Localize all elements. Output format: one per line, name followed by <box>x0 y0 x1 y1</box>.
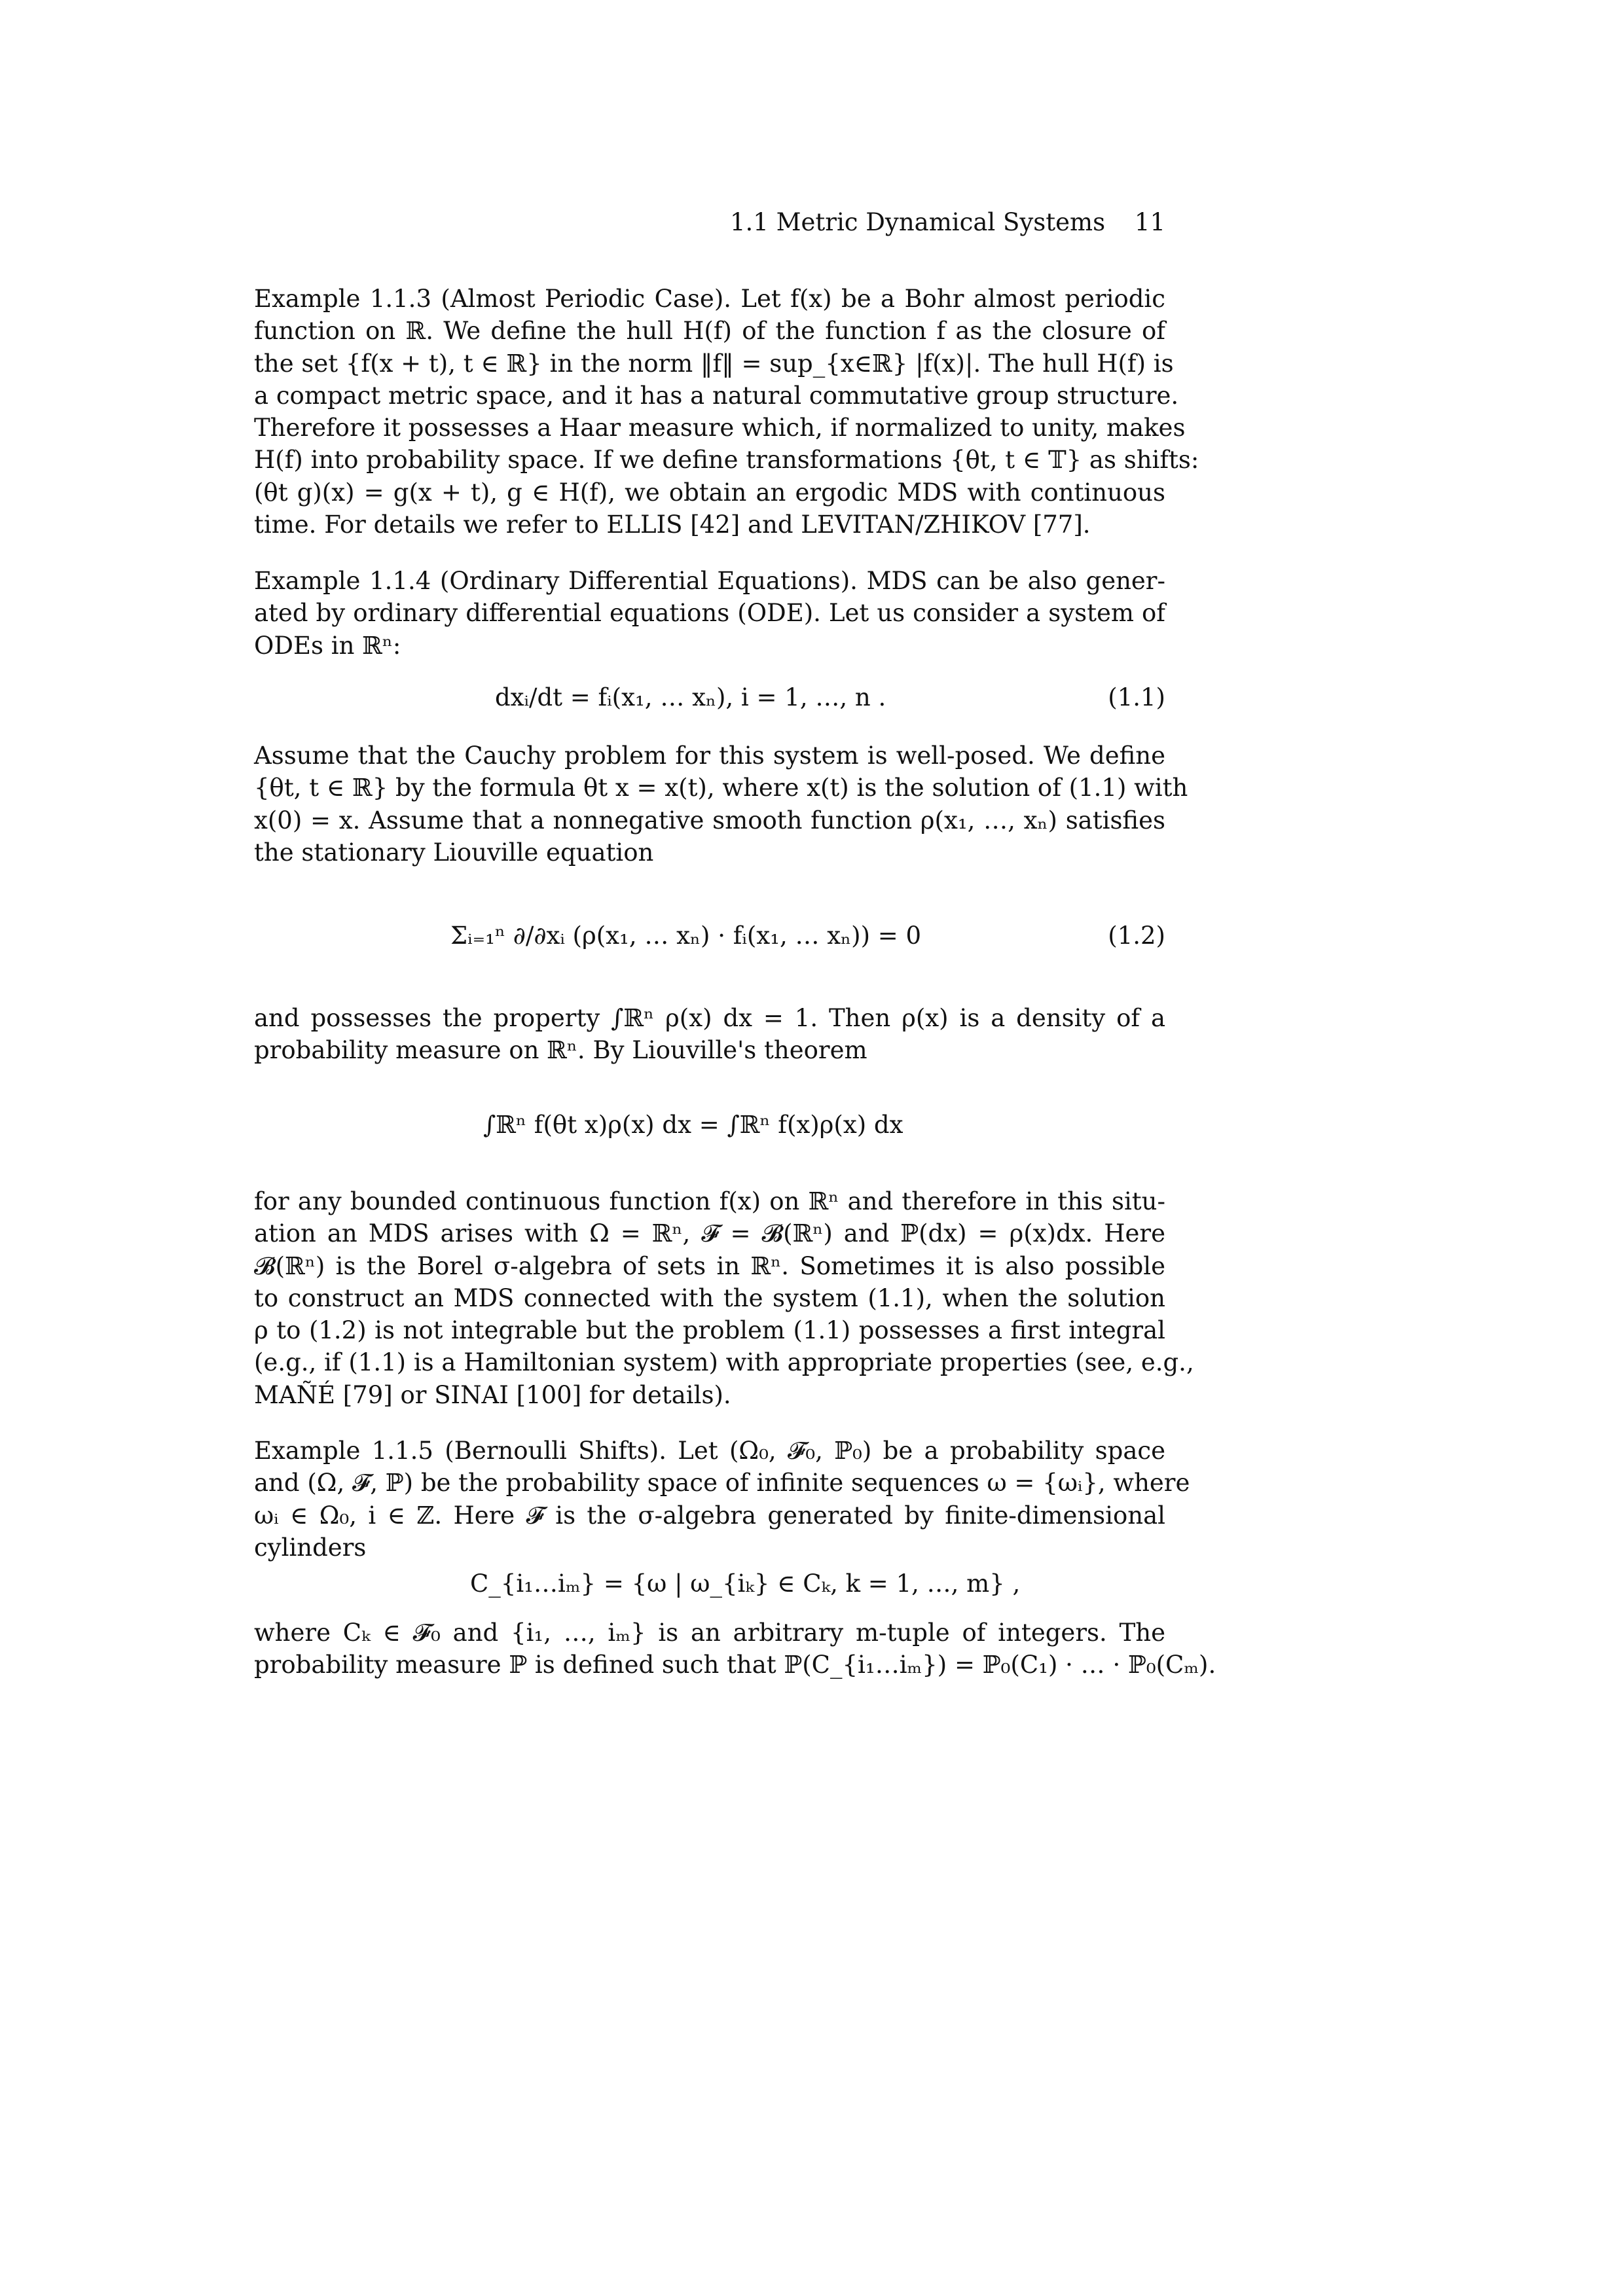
text-line: MAÑÉ [79] or SINAI [100] for details). <box>254 1380 731 1409</box>
equation-number: (1.2) <box>1108 922 1165 950</box>
text-line: to construct an MDS connected with the system (1.1), when the solution <box>254 1283 1165 1312</box>
text-line: Therefore it possesses a Haar measure which, if normalized to unity, makes <box>254 414 1186 442</box>
paragraph-property <box>254 1002 1165 1067</box>
equation-1-2 <box>254 897 1165 975</box>
text-line: Example 1.1.5 (Bernoulli Shifts). Let (Ω₀, 𝓕₀, ℙ₀) be a probability space <box>254 1437 1165 1465</box>
text-line: ated by ordinary differential equations (ODE). Let us consider a system of <box>254 599 1165 628</box>
text-line: function on ℝ. We define the hull H(f) of the function f as the closure of <box>254 317 1165 346</box>
paragraph-cauchy <box>254 740 1188 869</box>
equation-liouville-theorem <box>254 1090 1165 1162</box>
text-line: ation an MDS arises with Ω = ℝⁿ, 𝓕 = 𝓑(ℝⁿ) and ℙ(dx) = ρ(x)dx. Here <box>254 1219 1165 1248</box>
text-line: (θt g)(x) = g(x + t), g ∈ H(f), we obtain an ergodic MDS with continuous <box>254 478 1165 507</box>
equation-number: (1.1) <box>1108 683 1165 711</box>
equation-formula: dxᵢ/dt = fᵢ(x₁, … xₙ), i = 1, …, n . <box>495 683 886 711</box>
equation-formula: Σᵢ₌₁ⁿ ∂/∂xᵢ (ρ(x₁, … xₙ) · fᵢ(x₁, … xₙ)) = 0 <box>450 922 922 950</box>
example-1-1-3 <box>254 283 1199 541</box>
text-line: ODEs in ℝⁿ: <box>254 631 401 660</box>
text-line: and possesses the property ∫ℝⁿ ρ(x) dx = 1. Then ρ(x) is a density of a <box>254 1004 1165 1032</box>
example-1-1-5 <box>254 1435 1190 1564</box>
text-line: probability measure ℙ is defined such that ℙ(C_{i₁…iₘ}) = ℙ₀(C₁) · … · ℙ₀(Cₘ). <box>254 1651 1216 1679</box>
running-header <box>730 208 1165 241</box>
text-line: a compact metric space, and it has a natural commutative group structure. <box>254 381 1179 410</box>
text-line: Example 1.1.4 (Ordinary Differential Equations). MDS can be also gener- <box>254 567 1165 595</box>
paragraph-mds <box>254 1185 1194 1411</box>
text-line: cylinders <box>254 1533 367 1562</box>
text-line: the set {f(x + t), t ∈ ℝ} in the norm ‖f‖ = sup_{x∈ℝ} |f(x)|. The hull H(f) is <box>254 349 1174 378</box>
text-line: where Cₖ ∈ 𝓕₀ and {i₁, …, iₘ} is an arbitrary m-tuple of integers. The <box>254 1619 1165 1647</box>
page-number: 11 <box>1134 208 1165 236</box>
text-line: for any bounded continuous function f(x) on ℝⁿ and therefore in this situ- <box>254 1187 1165 1215</box>
text-line: x(0) = x. Assume that a nonnegative smooth function ρ(x₁, …, xₙ) satisfies <box>254 806 1165 834</box>
text-line: the stationary Liouville equation <box>254 838 654 867</box>
equation-formula: C_{i₁…iₘ} = {ω | ω_{iₖ} ∈ Cₖ, k = 1, …, m} , <box>470 1570 1021 1598</box>
text-line: Assume that the Cauchy problem for this system is well-posed. We define <box>254 742 1165 770</box>
running-header-title: 1.1 Metric Dynamical Systems <box>730 208 1106 236</box>
text-line: and (Ω, 𝓕, ℙ) be the probability space of infinite sequences ω = {ωᵢ}, where <box>254 1469 1190 1498</box>
example-1-1-4 <box>254 565 1165 662</box>
text-line: H(f) into probability space. If we define transformations {θt, t ∈ 𝕋} as shifts: <box>254 446 1199 475</box>
text-line: 𝓑(ℝⁿ) is the Borel σ-algebra of sets in ℝⁿ. Sometimes it is also possible <box>254 1251 1165 1280</box>
text-line: {θt, t ∈ ℝ} by the formula θt x = x(t), where x(t) is the solution of (1.1) with <box>254 774 1188 802</box>
text-line: time. For details we refer to ELLIS [42] and LEVITAN/ZHIKOV [77]. <box>254 511 1091 539</box>
equation-1-1 <box>254 670 1165 729</box>
paragraph-bernoulli-measure <box>254 1617 1216 1681</box>
text-line: (e.g., if (1.1) is a Hamiltonian system) with appropriate properties (see, e.g., <box>254 1348 1194 1377</box>
text-line: Example 1.1.3 (Almost Periodic Case). Let f(x) be a Bohr almost periodic <box>254 285 1165 313</box>
equation-cylinders <box>254 1564 1165 1604</box>
text-line: ρ to (1.2) is not integrable but the problem (1.1) possesses a first integral <box>254 1316 1165 1345</box>
text-line: probability measure on ℝⁿ. By Liouville's theorem <box>254 1036 867 1065</box>
equation-formula: ∫ℝⁿ f(θt x)ρ(x) dx = ∫ℝⁿ f(x)ρ(x) dx <box>483 1111 903 1139</box>
text-line: ωᵢ ∈ Ω₀, i ∈ ℤ. Here 𝓕 is the σ-algebra generated by finite-dimensional <box>254 1501 1165 1530</box>
